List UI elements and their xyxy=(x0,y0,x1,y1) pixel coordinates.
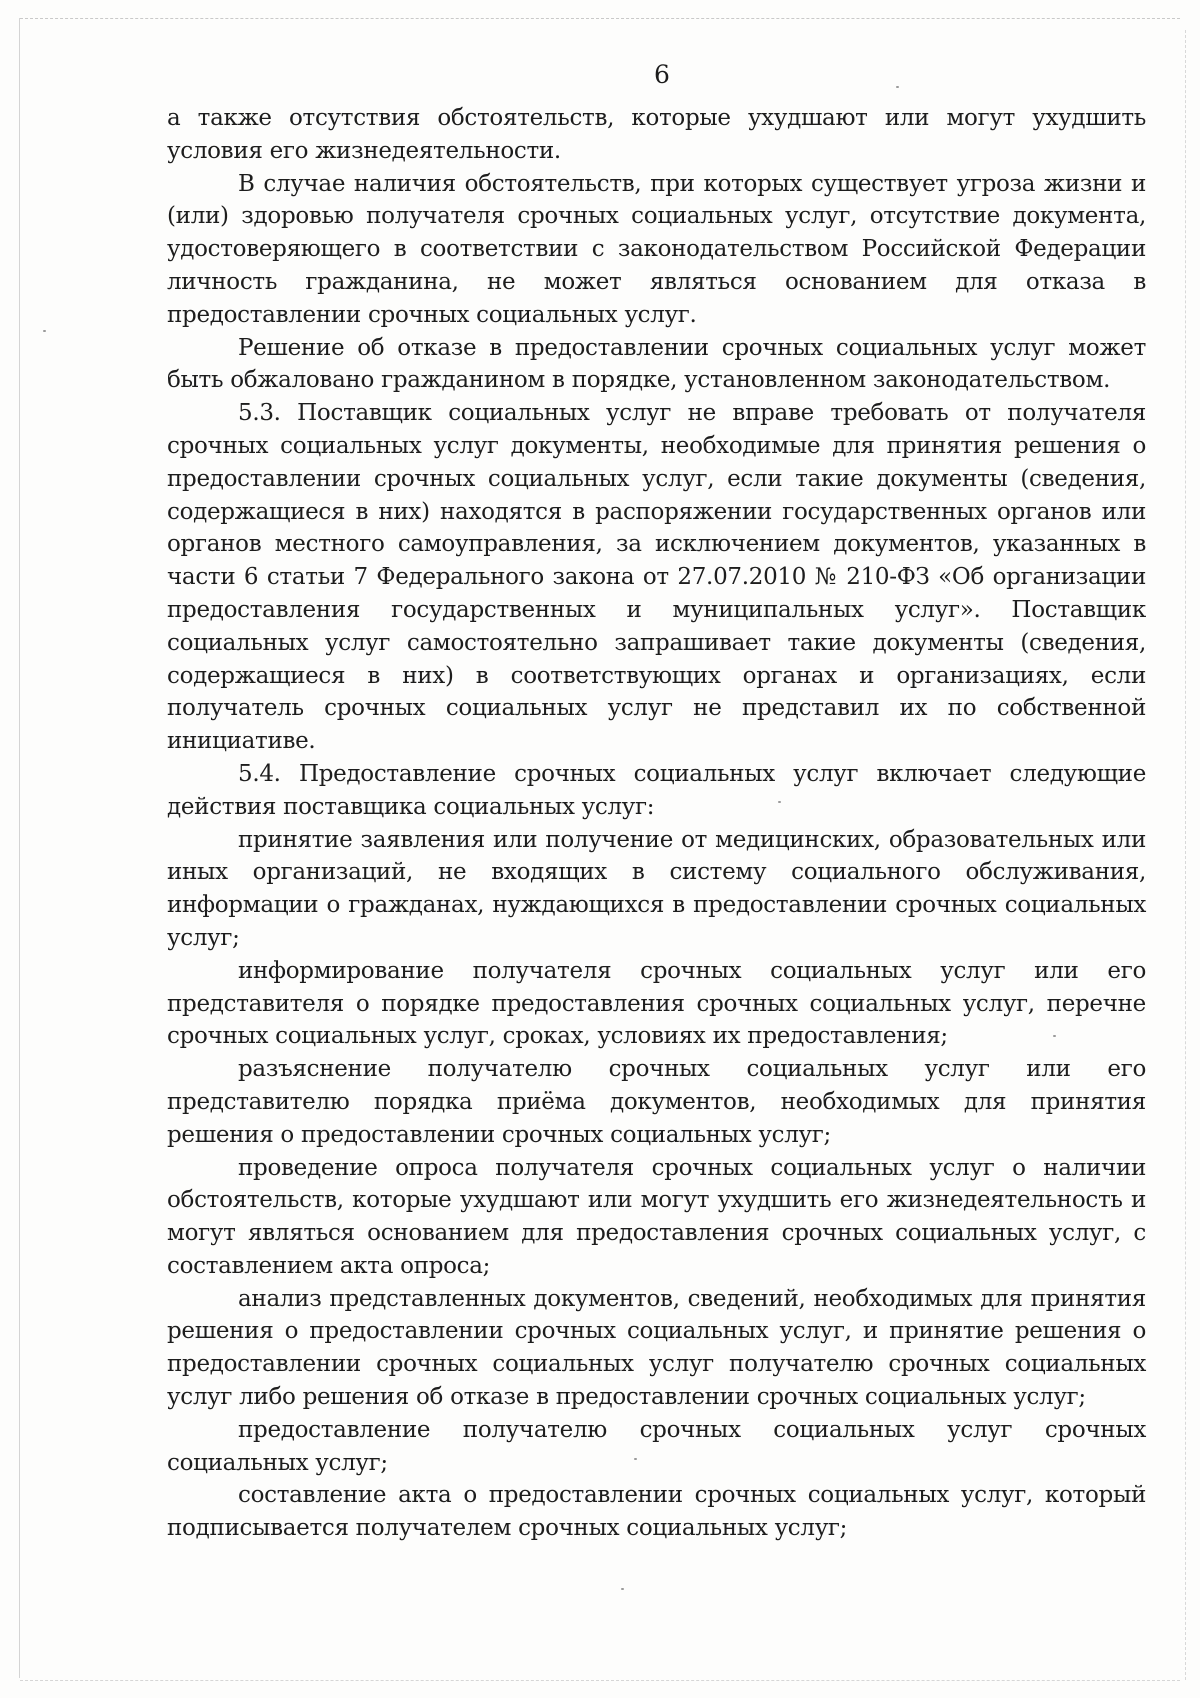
paragraph-5-3: 5.3. Поставщик социальных услуг не вправе требовать от получателя срочных социальных услуг документы, необходимые для принятия решения о предоставлении срочных социальных услуг, если такие документы (сведения, содержащиеся в них) находятся в распоряжении государственных органов или органов местного самоуправления, за исключением документов, указанных в части 6 статьи 7 Федерального закона от 27.07.2010 № 210-ФЗ «Об организации предоставления государственных и муниципальных услуг». Поставщик социальных услуг самостоятельно запрашивает такие документы (сведения, содержащиеся в них) в соответствующих органах и организациях, если получатель срочных социальных услуг не представил их по собственной инициативе. xyxy=(167,400,1146,755)
page-number: 6 xyxy=(654,60,670,89)
list-item-informing: информирование получателя срочных социальных услуг или его представителя о порядке предоставления срочных социальных услуг, перечне срочных социальных услуг, сроках, условиях их предоставления; xyxy=(167,957,1146,1050)
paragraph-5-4: 5.4. Предоставление срочных социальных услуг включает следующие действия поставщика социальных услуг: xyxy=(167,760,1146,820)
scan-edge-bottom xyxy=(20,1680,1180,1681)
list-item-survey: проведение опроса получателя срочных социальных услуг о наличии обстоятельств, которые ухудшают или могут ухудшить его жизнедеятельность и могут являться основанием для предоставления срочных социальных услуг, с составлением акта опроса; xyxy=(167,1154,1146,1279)
paragraph-continuation: а также отсутствия обстоятельств, которые ухудшают или могут ухудшить условия его жизнедеятельности. xyxy=(167,105,1146,164)
list-item-explanation: разъяснение получателю срочных социальных услуг или его представителю порядка приёма документов, необходимых для принятия решения о предоставлении срочных социальных услуг; xyxy=(167,1056,1146,1148)
list-item-provision: предоставление получателю срочных социальных услуг срочных социальных услуг; xyxy=(167,1416,1146,1476)
paragraph-refusal-appeal: Решение об отказе в предоставлении срочных социальных услуг может быть обжаловано гражданином в порядке, установленном законодательством. xyxy=(167,334,1146,394)
list-item-analysis: анализ представленных документов, сведений, необходимых для принятия решения о предоставлении срочных социальных услуг, и принятие решения о предоставлении срочных социальных услуг получателю срочных социальных услуг либо решения об отказе в предоставлении срочных социальных услуг; xyxy=(167,1285,1146,1411)
document-body xyxy=(167,102,1146,1545)
list-item-application: принятие заявления или получение от медицинских, образовательных или иных организаций, не входящих в систему социального обслуживания, информации о гражданах, нуждающихся в предоставлении срочных социальных услуг; xyxy=(167,826,1146,951)
paragraph-threat-to-life: В случае наличия обстоятельств, при которых существует угроза жизни и (или) здоровью получателя срочных социальных услуг, отсутствие документа, удостоверяющего в соответствии с законодательством Российской Федерации личность гражданина, не может являться основанием для отказа в предоставлении срочных социальных услуг. xyxy=(167,170,1146,328)
scan-edge-top xyxy=(20,18,1180,19)
list-item-act: составление акта о предоставлении срочных социальных услуг, который подписывается получателем срочных социальных услуг; xyxy=(167,1482,1146,1542)
scan-speck xyxy=(43,330,46,332)
scan-edge-left xyxy=(19,18,20,1678)
scan-edge-right xyxy=(1185,30,1186,1680)
scan-speck xyxy=(621,1588,624,1590)
